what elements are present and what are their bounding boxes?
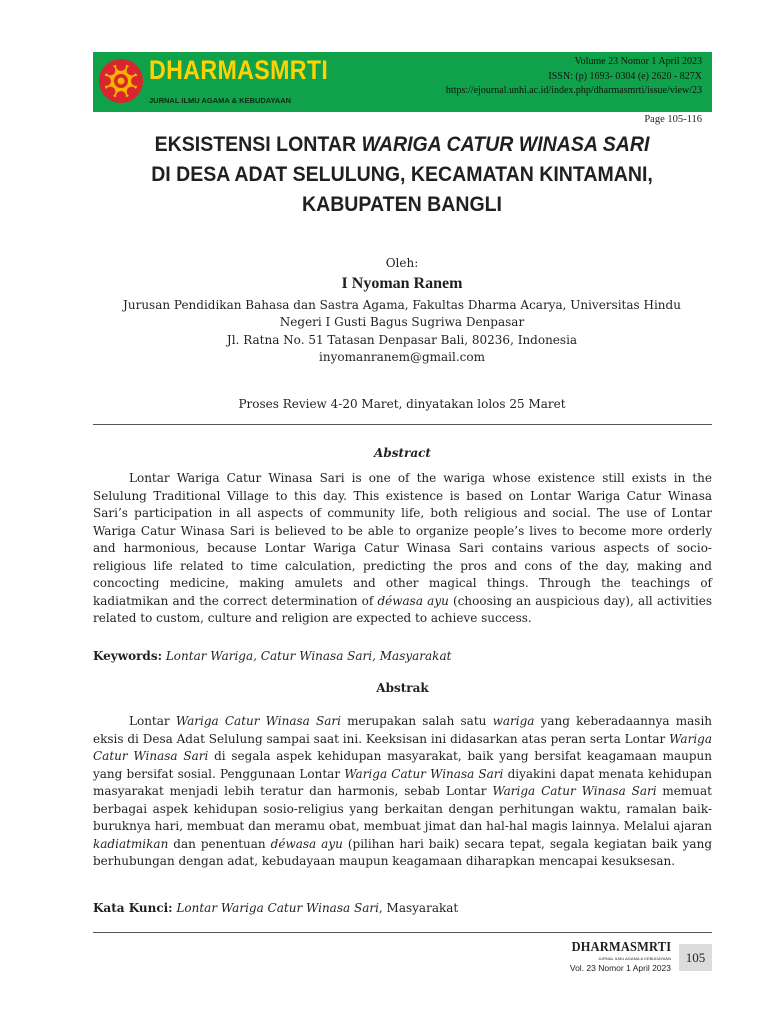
italic-run: kadiatmikan — [93, 836, 169, 851]
kata-kunci-line: Kata Kunci: Lontar Wariga Catur Winasa Sari, Masyarakat — [93, 901, 459, 915]
text-run: memuat berbagai aspek kehidupan sosio-religius yang berkaitan dengan perhitungan waktu, ramalan baik-buruknya hari, membuat dan meramu obat, membuat jimat dan hal-hal magis lainnya. Melalui ajaran — [93, 784, 712, 833]
text-run: yang keberadaannya masih eksis di Desa Adat Selulung sampai saat ini. Keeksisan ini didasarkan atas peran serta Lontar — [93, 714, 713, 746]
bottom-divider — [93, 932, 712, 933]
affiliation-line: Negeri I Gusti Bagus Sugriwa Denpasar — [279, 315, 525, 330]
text-run: dan penentuan — [168, 836, 271, 851]
italic-run: déwasa ayu — [377, 593, 449, 608]
text-run: di segala aspek kehidupan masyarakat, baik yang bersifat keagamaan maupun yang bersifat sosial. Penggunaan Lontar — [93, 749, 712, 781]
journal-subtitle: JURNAL ILMU AGAMA & KEBUDAYAAN — [149, 96, 292, 105]
italic-run: Wariga Catur Winasa Sari — [175, 714, 341, 728]
title-line-2: DI DESA ADAT SELULUNG, KECAMATAN KINTAMANI, — [151, 163, 653, 186]
footer-subtitle: JURNAL ILMU AGAMA & KEBUDAYAAN — [598, 956, 671, 961]
text-run: (choosing an auspicious day), all activities related to custom, culture and religion are expected to achieve success. — [93, 593, 713, 625]
affiliation-line: Jurusan Pendidikan Bahasa dan Sastra Agama, Fakultas Dharma Acarya, Universitas Hindu — [123, 298, 681, 312]
page-number: 105 — [679, 944, 712, 971]
keywords-line: Keywords: Lontar Wariga, Catur Winasa Sari, Masyarakat — [93, 649, 452, 663]
title-line-1: EKSISTENSI LONTAR WARIGA CATUR WINASA SARI — [154, 133, 650, 156]
article-title — [84, 130, 720, 220]
italic-run: Wariga Catur Winasa Sari — [492, 784, 657, 798]
volume-line: Volume 23 Nomor 1 April 2023 — [574, 56, 702, 67]
italic-run: Wariga Catur Winasa Sari — [344, 766, 504, 781]
text-run: merupakan salah satu — [340, 714, 493, 728]
footer-brand: DHARMASMRTI — [571, 939, 671, 954]
text-run: Lontar Wariga Catur Winasa Sari is one of the wariga whose existence still exists in the Selulung Traditional Village to this day. This existence is based on Lontar Wariga Catur Winasa Sari’s participation in all aspects of community life, both religious and social. The use of Lontar Wariga Catur Winasa Sari is believed to be able to organize people’s lives to become more orderly and harmonious, because Lontar Wariga Catur Winasa Sari contains various aspects of socio-religious life related to time calculation, predicting the pros and cons of the day, making and concocting medicine, making amulets and other magical things. Through the teachings of kadiatmikan and the correct determination of — [93, 471, 712, 608]
abstrak-heading: Abstrak — [376, 681, 429, 695]
italic-run: Wariga Catur Winasa Sari — [93, 731, 712, 763]
journal-banner — [93, 52, 712, 112]
by-label: Oleh: — [385, 256, 419, 270]
abstract-body — [93, 470, 712, 628]
text-run: (pilihan hari baik) secara tepat, segala kegiatan baik yang berhubungan dengan adat, kebudayaan maupun keagamaan diharapkan mencapai kesuksesan. — [93, 836, 712, 868]
abstrak-body — [93, 713, 712, 871]
author-affiliation — [60, 297, 744, 367]
review-note: Proses Review 4-20 Maret, dinyatakan lolos 25 Maret — [238, 397, 566, 411]
text-run: diyakini dapat menata kehidupan masyarakat menjadi lebih teratur dan harmonis, sebab Lontar — [93, 766, 712, 798]
author-name: I Nyoman Ranem — [341, 275, 463, 292]
journal-brand: DHARMASMRTI — [149, 55, 329, 85]
journal-url[interactable]: https://ejournal.unhi.ac.id/index.php/dharmasmrti/issue/view/23 — [445, 85, 702, 96]
footer-volume: Vol. 23 Nomor 1 April 2023 — [569, 963, 671, 973]
journal-meta — [446, 55, 702, 99]
abstract-heading: Abstract — [374, 446, 431, 460]
page-range: Page 105-116 — [644, 114, 702, 125]
italic-run: wariga — [492, 714, 535, 728]
author-email[interactable]: inyomanranem@gmail.com — [319, 350, 485, 365]
text-run: Lontar — [129, 714, 176, 728]
issn-line: ISSN: (p) 1693- 0304 (e) 2620 - 827X — [548, 70, 702, 82]
journal-seal-logo — [97, 57, 145, 105]
title-line-3: KABUPATEN BANGLI — [301, 193, 502, 216]
affiliation-address: Jl. Ratna No. 51 Tatasan Denpasar Bali, 80236, Indonesia — [226, 332, 578, 347]
italic-run: déwasa ayu — [270, 836, 343, 851]
top-divider — [93, 424, 712, 425]
